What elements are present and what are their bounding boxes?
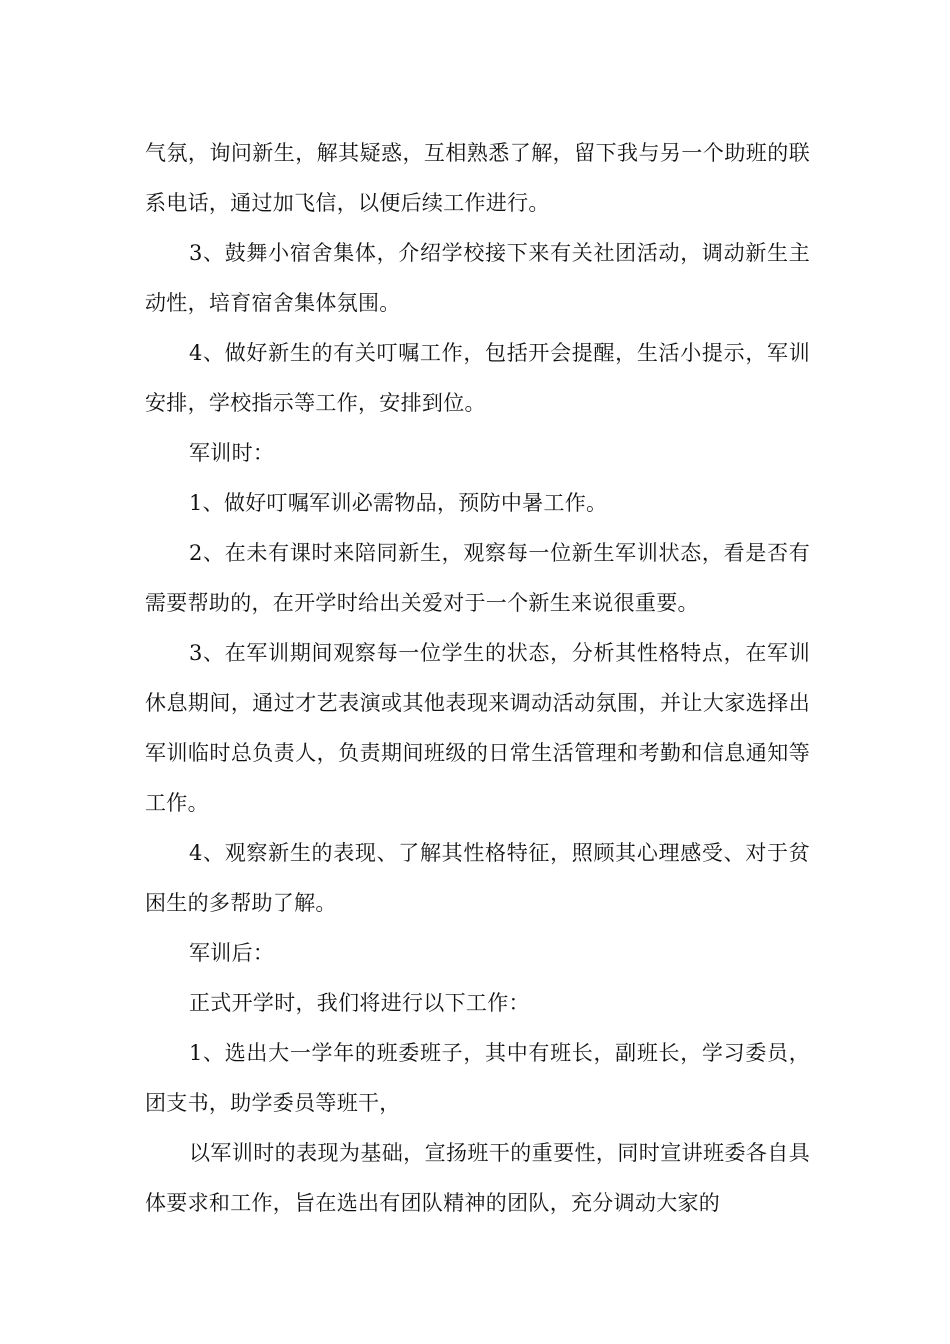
paragraph-10: 正式开学时，我们将进行以下工作： — [189, 991, 530, 1015]
section-heading-after-training: 军训后： — [189, 941, 275, 965]
paragraph-2: 3、鼓舞小宿舍集体，介绍学校接下来有关社团活动，调动新生主动性，培育宿舍集体氛围。 — [145, 241, 810, 315]
paragraph-1: 气氛，询问新生，解其疑惑，互相熟悉了解，留下我与另一个助班的联系电话，通过加飞信，以便后续工作进行。 — [145, 141, 810, 215]
paragraph-8: 4、观察新生的表现、了解其性格特征，照顾其心理感受、对于贫困生的多帮助了解。 — [145, 841, 810, 915]
paragraph-6: 2、在未有课时来陪同新生，观察每一位新生军训状态，看是否有需要帮助的，在开学时给出关爱对于一个新生来说很重要。 — [145, 541, 810, 615]
section-heading-during-training: 军训时： — [189, 441, 275, 465]
paragraph-5: 1、做好叮嘱军训必需物品，预防中暑工作。 — [189, 491, 608, 515]
paragraph-7: 3、在军训期间观察每一位学生的状态，分析其性格特点，在军训休息期间，通过才艺表演或其他表现来调动活动氛围，并让大家选择出军训临时总负责人，负责期间班级的日常生活管理和考勤和信息通知等工作。 — [145, 641, 810, 815]
paragraph-11: 1、选出大一学年的班委班子，其中有班长，副班长，学习委员，团支书，助学委员等班干， — [145, 1041, 810, 1115]
paragraph-3: 4、做好新生的有关叮嘱工作，包括开会提醒，生活小提示，军训安排，学校指示等工作，安排到位。 — [145, 341, 810, 415]
paragraph-12: 以军训时的表现为基础，宣扬班干的重要性，同时宣讲班委各自具体要求和工作，旨在选出有团队精神的团队，充分调动大家的 — [145, 1141, 810, 1215]
document-body — [145, 128, 810, 1228]
